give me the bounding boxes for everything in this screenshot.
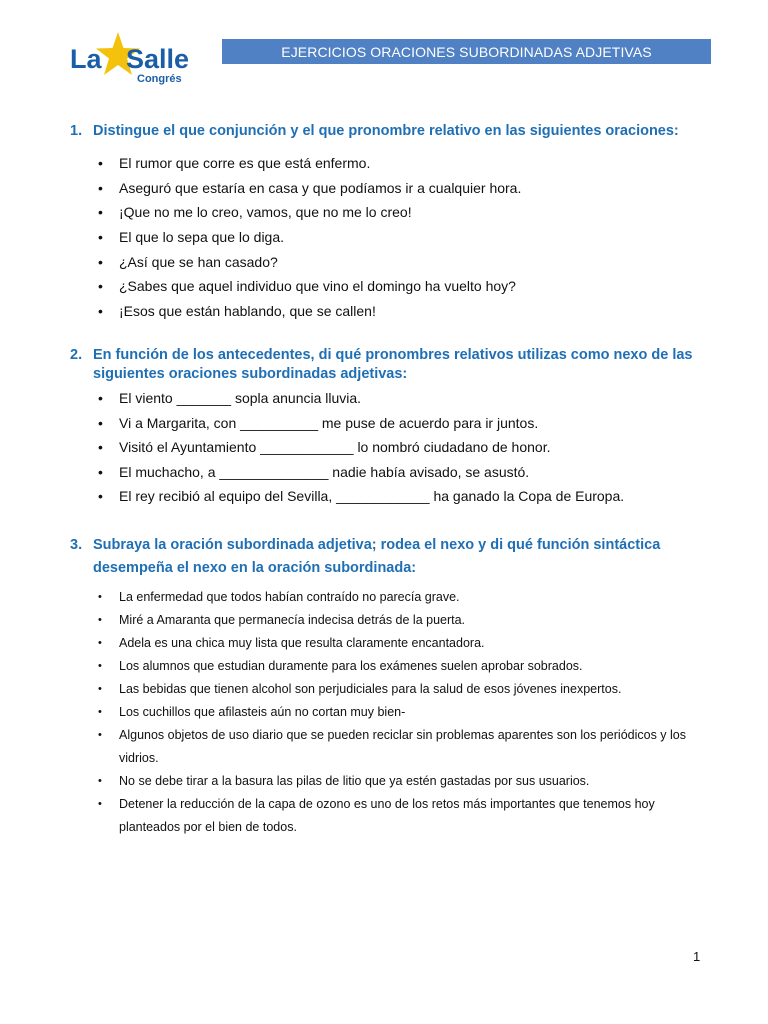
list-item-text: Adela es una chica muy lista que resulta claramente encantadora. bbox=[119, 636, 485, 650]
bullet-icon: • bbox=[98, 204, 103, 221]
list-item-text: El rumor que corre es que está enfermo. bbox=[119, 155, 371, 171]
bullet-icon: • bbox=[98, 179, 103, 196]
list-item bbox=[70, 793, 710, 839]
list-item bbox=[70, 460, 710, 485]
list-item-text: Miré a Amaranta que permanecía indecisa detrás de la puerta. bbox=[119, 613, 466, 627]
list-item bbox=[70, 701, 710, 724]
list-item bbox=[70, 724, 710, 770]
exercise-3-list bbox=[70, 586, 710, 839]
logo-salle: Salle bbox=[126, 44, 190, 74]
exercise-title: En función de los antecedentes, di qué pronombres relativos utilizas como nexo de las siguientes oraciones subordinadas adjetivas: bbox=[93, 347, 693, 382]
list-item-text: ¿Así que se han casado? bbox=[119, 253, 278, 270]
bullet-icon: • bbox=[98, 706, 102, 718]
list-item bbox=[70, 632, 710, 655]
la-salle-logo bbox=[70, 30, 190, 90]
bullet-icon: • bbox=[98, 155, 103, 171]
bullet-icon: • bbox=[98, 278, 103, 295]
bullet-icon: • bbox=[98, 439, 103, 456]
list-item bbox=[70, 655, 710, 678]
bullet-icon: • bbox=[98, 253, 103, 270]
bullet-icon: • bbox=[98, 798, 102, 810]
list-item-text: El muchacho, a ______________ nadie había avisado, se asustó. bbox=[119, 463, 530, 480]
bullet-icon: • bbox=[98, 775, 102, 787]
list-item-text: No se debe tirar a la basura las pilas de litio que ya estén gastadas por sus usuarios. bbox=[119, 774, 590, 788]
list-item bbox=[70, 435, 710, 460]
list-item-text: ¿Sabes que aquel individuo que vino el domingo ha vuelto hoy? bbox=[119, 278, 516, 295]
bullet-icon: • bbox=[98, 463, 103, 480]
exercise-title: Distingue el que conjunción y el que pronombre relativo en las siguientes oraciones: bbox=[93, 123, 679, 139]
exercise-1-heading bbox=[70, 122, 710, 141]
list-item bbox=[70, 586, 710, 609]
exercise-1 bbox=[70, 122, 710, 324]
exercise-1-list bbox=[70, 151, 710, 324]
list-item bbox=[70, 609, 710, 632]
list-item bbox=[70, 200, 710, 225]
list-item-text: Los alumnos que estudian duramente para los exámenes suelen aprobar sobrados. bbox=[119, 659, 583, 673]
list-item-text: Algunos objetos de uso diario que se pueden reciclar sin problemas aparentes son los periódicos y los vidrios. bbox=[119, 728, 687, 765]
list-item bbox=[70, 770, 710, 793]
exercise-3-heading bbox=[70, 534, 710, 580]
list-item-text: ¡Esos que están hablando, que se callen! bbox=[119, 303, 376, 320]
bullet-icon: • bbox=[98, 488, 103, 505]
list-item-text: Aseguró que estaría en casa y que podíamos ir a cualquier hora. bbox=[119, 179, 522, 196]
exercise-2 bbox=[70, 346, 710, 509]
list-item bbox=[70, 151, 710, 176]
list-item-text: El rey recibió al equipo del Sevilla, ____________ ha ganado la Copa de Europa. bbox=[119, 488, 625, 505]
exercise-number: 2. bbox=[70, 347, 83, 363]
exercise-2-list bbox=[70, 386, 710, 509]
list-item-text: Visitó el Ayuntamiento ____________ lo nombró ciudadano de honor. bbox=[119, 439, 551, 456]
list-item bbox=[70, 411, 710, 436]
logo-la: La bbox=[70, 44, 102, 74]
list-item-text: Los cuchillos que afilasteis aún no cortan muy bien- bbox=[119, 705, 406, 719]
list-item-text: Las bebidas que tienen alcohol son perjudiciales para la salud de esos jóvenes inexpertos. bbox=[119, 682, 622, 696]
bullet-icon: • bbox=[98, 660, 102, 672]
list-item-text: Detener la reducción de la capa de ozono es uno de los retos más importantes que tenemos hoy planteados por el bien de todos. bbox=[119, 797, 655, 834]
bullet-icon: • bbox=[98, 303, 103, 320]
bullet-icon: • bbox=[98, 414, 103, 431]
header-title: EJERCICIOS ORACIONES SUBORDINADAS ADJETIVAS bbox=[281, 43, 652, 60]
list-item-text: El que lo sepa que lo diga. bbox=[119, 229, 285, 246]
list-item bbox=[70, 225, 710, 250]
list-item bbox=[70, 386, 710, 411]
bullet-icon: • bbox=[98, 229, 103, 246]
exercise-2-heading bbox=[70, 346, 710, 384]
list-item bbox=[70, 250, 710, 275]
bullet-icon: • bbox=[98, 390, 103, 406]
page-number: 1 bbox=[693, 949, 701, 964]
exercise-3 bbox=[70, 534, 710, 839]
exercise-number: 1. bbox=[70, 123, 83, 139]
list-item-text: ¡Que no me lo creo, vamos, que no me lo creo! bbox=[119, 204, 412, 221]
list-item bbox=[70, 299, 710, 324]
bullet-icon: • bbox=[98, 729, 102, 741]
header-title-bar bbox=[222, 39, 711, 64]
list-item-text: Vi a Margarita, con __________ me puse de acuerdo para ir juntos. bbox=[119, 414, 539, 431]
bullet-icon: • bbox=[98, 637, 102, 649]
bullet-icon: • bbox=[98, 614, 102, 626]
list-item-text: El viento _______ sopla anuncia lluvia. bbox=[119, 390, 362, 406]
list-item bbox=[70, 678, 710, 701]
list-item-text: La enfermedad que todos habían contraído no parecía grave. bbox=[119, 590, 460, 604]
exercise-number: 3. bbox=[70, 537, 83, 553]
exercise-title: Subraya la oración subordinada adjetiva; rodea el nexo y di qué función sintáctica desempeña el nexo en la oración subordinada: bbox=[93, 537, 661, 576]
list-item bbox=[70, 176, 710, 201]
bullet-icon: • bbox=[98, 683, 102, 695]
list-item bbox=[70, 274, 710, 299]
list-item bbox=[70, 484, 710, 509]
logo-subtitle: Congrés bbox=[137, 73, 182, 85]
bullet-icon: • bbox=[98, 591, 102, 603]
